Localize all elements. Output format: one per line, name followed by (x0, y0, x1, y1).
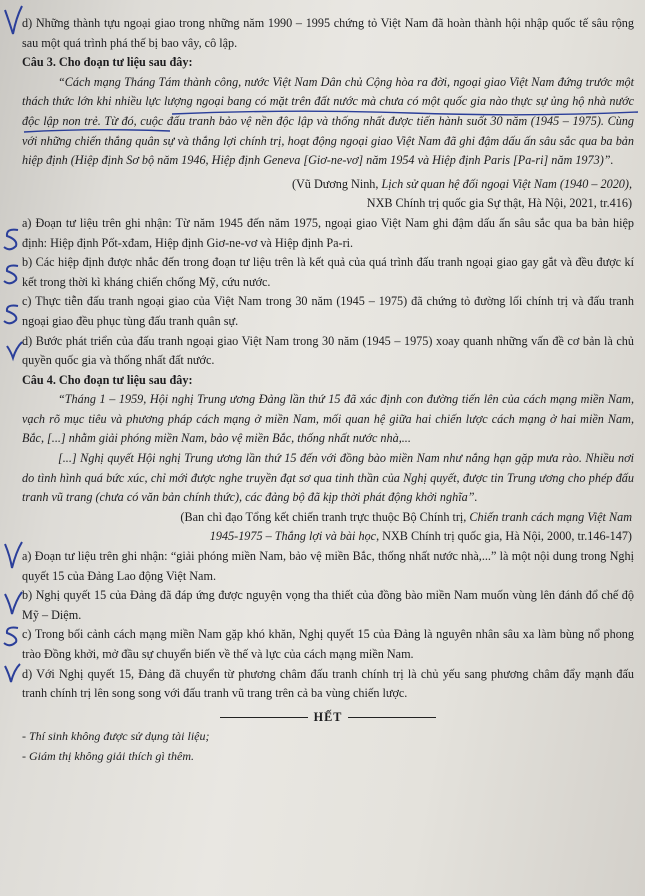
cau3-option-a: a) Đoạn tư liệu trên ghi nhận: Từ năm 1945 đến năm 1975, ngoại giao Việt Nam ghi đậm dấu ấn sâu sắc qua ba bản hiệp định: Hiệp định Pốt-xđam, Hiệp định Giơ-ne-vơ và Hiệp định Pa-ri. (22, 215, 634, 250)
cau4-option-a: a) Đoạn tư liệu trên ghi nhận: “giải phóng miền Nam, bảo vệ miền Bắc, thống nhất nước nhà,...” là một nội dung trong Nghị quyết 15 của Đảng Lao động Việt Nam. (22, 549, 634, 583)
pen-s-mark-icon (2, 226, 22, 252)
cau4-option-c: c) Trong bối cảnh cách mạng miền Nam gặp khó khăn, Nghị quyết 15 của Đảng là nguyên nhân sâu xa làm bùng nổ phong trào Đồng khởi, mở đầu sự chuyển biến về thế và lực của cách mạng miền Nam. (22, 627, 634, 661)
pen-checkmark-icon (2, 590, 24, 618)
pen-s-mark-icon (2, 302, 22, 326)
cau4-option-b: b) Nghị quyết 15 của Đảng đã đáp ứng được nguyện vọng tha thiết của đồng bào miền Nam muốn vùng lên đánh đổ chế độ Mỹ – Diệm. (22, 588, 634, 622)
cau4-source-line2: 1945-1975 – Thắng lợi và bài học, NXB Chính trị quốc gia, Hà Nội, 2000, tr.146-147) (209, 529, 632, 544)
cau4-title: Câu 4. Cho đoạn tư liệu sau đây: (22, 372, 193, 387)
pen-s-mark-icon (2, 262, 22, 286)
pen-checkmark-icon (4, 340, 24, 362)
cau3-option-d: d) Bước phát triển của đấu tranh ngoại giao Việt Nam trong 30 năm (1945 – 1975) xoay quanh những vấn đề cơ bản là chủ quyền quốc gia và thống nhất đất nước. (22, 333, 634, 368)
cau3-quote: “Cách mạng Tháng Tám thành công, nước Việt Nam Dân chủ Cộng hòa ra đời, ngoại giao Việt Nam đứng trước một thách thức lớn khi nhiều lực lượng ngoại bang có mặt trên đất nước mà chưa có một quốc gia nào thực sự ủng hộ nhà nước độc lập non trẻ. Từ đó, cuộc đấu tranh bảo vệ nền độc lập và thống nhất được tiến hành suốt 30 năm (1945 – 1975). Cùng với những chiến thắng quân sự và thắng lợi chính trị, hoạt động ngoại giao Việt Nam đã ghi đậm dấu ấn sâu sắc qua ba bản hiệp định (Hiệp định Sơ bộ năm 1946, Hiệp định Geneva [Giơ-ne-vơ] năm 1954 và Hiệp định Paris [Pa-ri] năm 1973)”. (22, 74, 634, 168)
pen-checkmark-icon (2, 4, 24, 44)
cau3-source-line2: NXB Chính trị quốc gia Sự thật, Hà Nội, 2021, tr.416) (366, 196, 632, 211)
end-marker: HẾT (22, 708, 634, 728)
pen-underline-icon (22, 126, 172, 136)
note-no-materials: - Thí sinh không được sử dụng tài liệu; (22, 729, 210, 744)
cau3-option-c: c) Thực tiễn đấu tranh ngoại giao của Việt Nam trong 30 năm (1945 – 1975) đã chứng tỏ đường lối chính trị và đấu tranh ngoại giao đều phục tùng đấu tranh quân sự. (22, 294, 634, 328)
cau3-title: Câu 3. Cho đoạn tư liệu sau đây: (22, 55, 193, 70)
cau4-option-d: d) Với Nghị quyết 15, Đảng đã chuyển từ phương châm đấu tranh chính trị là chủ yếu sang phương châm đẩy mạnh đấu tranh chính trị lên song song với đấu tranh vũ trang trên cả ba vùng chiến lược. (22, 666, 634, 701)
cau2-option-d: d) Những thành tựu ngoại giao trong những năm 1990 – 1995 chứng tỏ Việt Nam đã hoàn thành hội nhập quốc tế sâu rộng sau một quá trình phá thế bị bao vây, cô lập. (22, 16, 634, 50)
pen-s-mark-icon (2, 624, 22, 648)
cau4-source-line1: (Ban chỉ đạo Tổng kết chiến tranh trực thuộc Bộ Chính trị, Chiến tranh cách mạng Việt Nam (180, 509, 632, 524)
note-no-explanation: - Giám thị không giải thích gì thêm. (22, 748, 194, 763)
cau3-source-line1: (Vũ Dương Ninh, Lịch sử quan hệ đối ngoại Việt Nam (1940 – 2020), (291, 176, 632, 191)
pen-checkmark-icon (2, 662, 22, 686)
cau3-option-b: b) Các hiệp định được nhắc đến trong đoạn tư liệu trên là kết quả của quá trình đấu tranh ngoại giao gay gắt và đều được kí kết trong thời kì kháng chiến chống Mỹ, cứu nước. (22, 255, 634, 289)
pen-checkmark-icon (2, 540, 24, 574)
cau4-quote-part2: [...] Nghị quyết Hội nghị Trung ương lần thứ 15 đến với đồng bào miền Nam như nắng hạn gặp mưa rào. Nhiều nơi do tình hình quá bức xúc, chỉ mới được nghe truyền đạt sơ qua tinh thần của Nghị quyết, được tin Trung ương cho phép đấu tranh vũ trang (chưa có văn bản chính thức), các đảng bộ đã kịp thời phát động khởi nghĩa”. (22, 451, 634, 505)
cau4-quote-part1: “Tháng 1 – 1959, Hội nghị Trung ương Đảng lần thứ 15 đã xác định con đường tiến lên của cách mạng miền Nam, vạch rõ mục tiêu và phương pháp cách mạng ở miền Nam, mối quan hệ giữa hai chiến lược cách mạng ở hai miền Nam, Bắc, [...] nhằm giải phóng miền Nam, bảo vệ miền Bắc, thống nhất nước nhà,... (22, 392, 634, 446)
pen-underline-icon (170, 106, 640, 120)
